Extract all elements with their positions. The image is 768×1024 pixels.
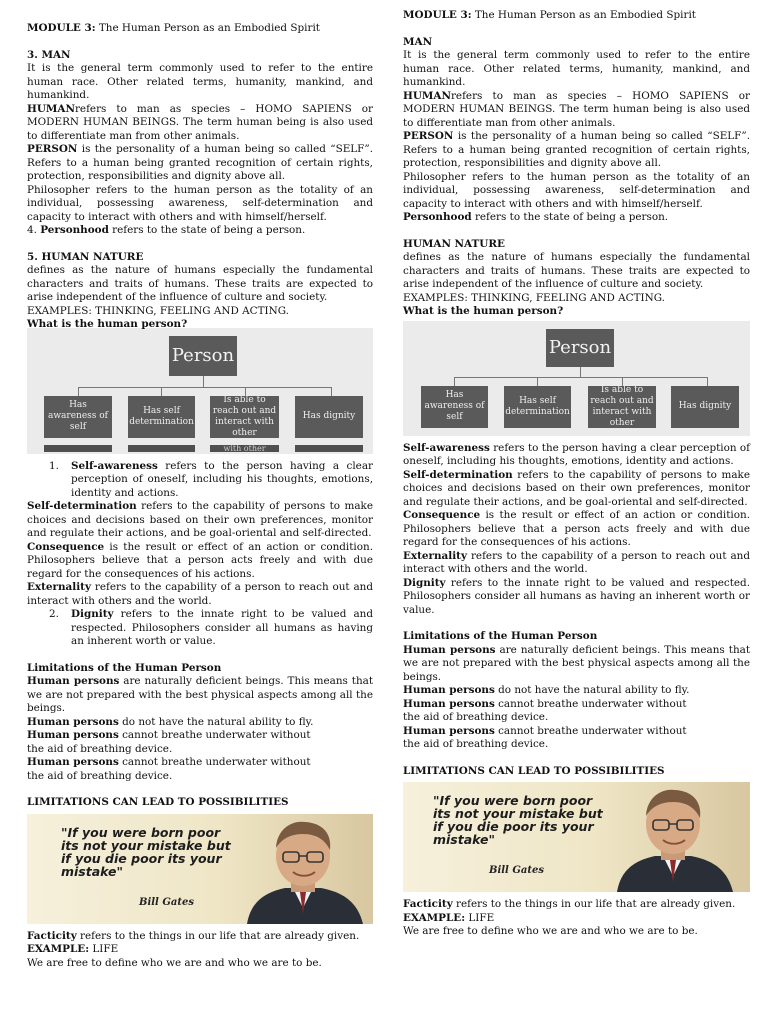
- diagram-connector: [161, 387, 162, 396]
- diagram-box: Is able to reach out and interact with other: [210, 396, 279, 438]
- consequence-paragraph: Consequence is the result or effect of an action or condition. Philosophers believe that a person acts freely and with due regard for the consequences of his actions.: [27, 540, 373, 580]
- man-heading: MAN: [403, 35, 433, 48]
- diagram-box: Is able to reach out and interact with other: [588, 386, 656, 428]
- examples-line: EXAMPLES: THINKING, FEELING AND ACTING.: [27, 304, 289, 317]
- philosopher-paragraph: Philosopher refers to the human person as the totality of an individual, possessing awareness, self-determination and capacity to interact with others and with himself/herself.: [403, 170, 750, 210]
- possibilities-heading: LIMITATIONS CAN LEAD TO POSSIBILITIES: [403, 764, 665, 777]
- nature-paragraph: defines as the nature of humans especially the fundamental characters and traits of humans. These traits are expected to arise independent of the influence of culture and society.: [27, 264, 373, 303]
- diagram-box: Has dignity: [295, 396, 363, 438]
- limit-paragraph: Human persons cannot breathe underwater without the aid of breathing device.: [403, 724, 687, 750]
- limit-paragraph: Human persons are naturally deficient beings. This means that we are not prepared with the best physical aspects among all the beings.: [27, 675, 374, 714]
- diagram-connector: [454, 377, 455, 386]
- right-column: [403, 9, 750, 939]
- person-diagram: [27, 328, 373, 454]
- nature-heading: 5. HUMAN NATURE: [27, 250, 144, 263]
- consequence-paragraph: Consequence is the result or effect of an action or condition. Philosophers believe that a person acts freely and with due regard for the consequences of his actions.: [403, 509, 750, 548]
- externality-paragraph: Externality refers to the capability of a person to reach out and interact with others and the world.: [403, 549, 750, 575]
- diagram-clipped-text: with other: [223, 444, 266, 452]
- dignity-paragraph: Dignity refers to the innate right to be valued and respected. Philosophers consider all humans as having an inherent worth or value.: [403, 576, 750, 616]
- limit-paragraph: Human persons cannot breathe underwater without the aid of breathing device.: [27, 729, 311, 755]
- portrait-image: [603, 782, 743, 892]
- final-line: We are free to define who we are and who we are to be.: [27, 956, 322, 969]
- quote-signature: Bill Gates: [489, 865, 544, 876]
- diagram-connector: [454, 377, 707, 378]
- question-line: What is the human person?: [27, 318, 188, 330]
- diagram-box: Has self determination: [504, 386, 571, 428]
- example-line: EXAMPLE: LIFE: [27, 943, 119, 955]
- diagram-root: Person: [546, 329, 614, 367]
- diagram-box: Has dignity: [671, 386, 739, 428]
- question-line: What is the human person?: [403, 305, 564, 317]
- diagram-bar: [210, 445, 279, 452]
- diagram-root: Person: [169, 336, 237, 376]
- diagram-connector: [707, 377, 708, 386]
- limits-heading: Limitations of the Human Person: [27, 661, 222, 674]
- man-heading: 3. MAN: [27, 48, 71, 61]
- philosopher-paragraph: Philosopher refers to the human person as the totality of an individual, possessing awareness, self-determination and capacity to interact with others and with himself/herself.: [27, 183, 373, 223]
- personhood-paragraph: 4. Personhood refers to the state of being a person.: [27, 224, 306, 236]
- quote-text: "If you were born poor its not your mistake but if you die poor its your mistake": [433, 793, 603, 847]
- diagram-connector: [537, 377, 538, 386]
- limit-paragraph: Human persons cannot breathe underwater without the aid of breathing device.: [403, 697, 687, 723]
- selfaware-paragraph: Self-awareness refers to the person having a clear perception of oneself, including his thoughts, emotions, identity and actions.: [403, 441, 750, 467]
- left-column: [27, 22, 373, 970]
- diagram-connector: [78, 387, 331, 388]
- final-line: We are free to define who we are and who we are to be.: [403, 925, 698, 937]
- selfdet-paragraph: Self-determination refers to the capability of persons to make choices and decisions based on their own preferences, monitor and regulate their actions, and be goal-oriental and self-directed.: [403, 468, 750, 508]
- man-paragraph: It is the general term commonly used to refer to the entire human race. Other related terms, humanity, mankind, and humankind.: [403, 49, 750, 88]
- limit-paragraph: Human persons are naturally deficient beings. This means that we are not prepared with the best physical aspects among all the beings.: [403, 643, 751, 683]
- nature-paragraph: defines as the nature of humans especially the fundamental characters and traits of humans. These traits are expected to arise independent of the influence of culture and society.: [403, 251, 750, 290]
- module-title: MODULE 3: The Human Person as an Embodied Spirit: [403, 9, 696, 21]
- diagram-connector: [203, 376, 204, 387]
- limit-paragraph: Human persons do not have the natural ability to fly.: [403, 684, 690, 696]
- portrait-image: [233, 814, 373, 924]
- numbered-list: [27, 608, 373, 649]
- diagram-box: Has awareness of self: [421, 386, 488, 428]
- quote-image: [27, 814, 373, 924]
- man-paragraph: It is the general term commonly used to refer to the entire human race. Other related terms, humanity, mankind, and humankind.: [27, 62, 373, 101]
- limit-paragraph: Human persons cannot breathe underwater without the aid of breathing device.: [27, 756, 311, 782]
- person-paragraph: PERSON is the personality of a human being so called “SELF”. Refers to a human being granted recognition of certain rights, protection, responsibilities and dignity above all.: [27, 143, 373, 182]
- human-paragraph: HUMANrefers to man as species – HOMO SAPIENS or MODERN HUMAN BEINGS. The term human being is also used to differentiate man from other animals.: [403, 89, 750, 129]
- limits-heading: Limitations of the Human Person: [403, 630, 598, 642]
- examples-line: EXAMPLES: THINKING, FEELING AND ACTING.: [403, 291, 665, 304]
- limit-paragraph: Human persons do not have the natural ability to fly.: [27, 715, 314, 728]
- nature-heading: HUMAN NATURE: [403, 237, 505, 250]
- facticity-paragraph: Facticity refers to the things in our life that are already given.: [27, 929, 360, 942]
- diagram-bar: [44, 445, 112, 452]
- example-line: EXAMPLE: LIFE: [403, 911, 495, 924]
- diagram-connector: [580, 367, 581, 377]
- personhood-paragraph: Personhood refers to the state of being a person.: [403, 211, 669, 223]
- person-paragraph: PERSON is the personality of a human being so called “SELF”. Refers to a human being granted recognition of certain rights, protection, responsibilities and dignity above all.: [403, 130, 750, 169]
- quote-text: "If you were born poor its not your mistake but if you die poor its your mistake": [61, 824, 231, 879]
- diagram-connector: [331, 387, 332, 396]
- numbered-list: [27, 460, 373, 501]
- quote-image: [403, 782, 750, 892]
- diagram-bar: [295, 445, 363, 452]
- diagram-bar: [128, 445, 195, 452]
- list-item-self-awareness: 1. Self-awareness refers to the person having a clear perception of oneself, including his thoughts, emotions, identity and actions.: [49, 459, 373, 499]
- diagram-box: Has self determination: [128, 396, 195, 438]
- diagram-connector: [78, 387, 79, 396]
- human-paragraph: HUMANrefers to man as species – HOMO SAPIENS or MODERN HUMAN BEINGS. The term human being is also used to differentiate man from other animals.: [27, 102, 373, 142]
- list-item-dignity: 2. Dignity refers to the innate right to be valued and respected. Philosophers consider all humans as having an inherent worth or value.: [49, 608, 373, 647]
- quote-signature: Bill Gates: [139, 896, 194, 908]
- person-diagram: [403, 321, 750, 436]
- selfdet-paragraph: Self-determination refers to the capability of persons to make choices and decisions based on their own preferences, monitor and regulate their actions, and be goal-oriental and self-directed.: [27, 500, 373, 539]
- diagram-box: Has awareness of self: [44, 396, 112, 438]
- externality-paragraph: Externality refers to the capability of a person to reach out and interact with others and the world.: [27, 581, 373, 607]
- possibilities-heading: LIMITATIONS CAN LEAD TO POSSIBILITIES: [27, 796, 289, 808]
- facticity-paragraph: Facticity refers to the things in our life that are already given.: [403, 898, 736, 910]
- module-title: MODULE 3: The Human Person as an Embodied Spirit: [27, 22, 320, 34]
